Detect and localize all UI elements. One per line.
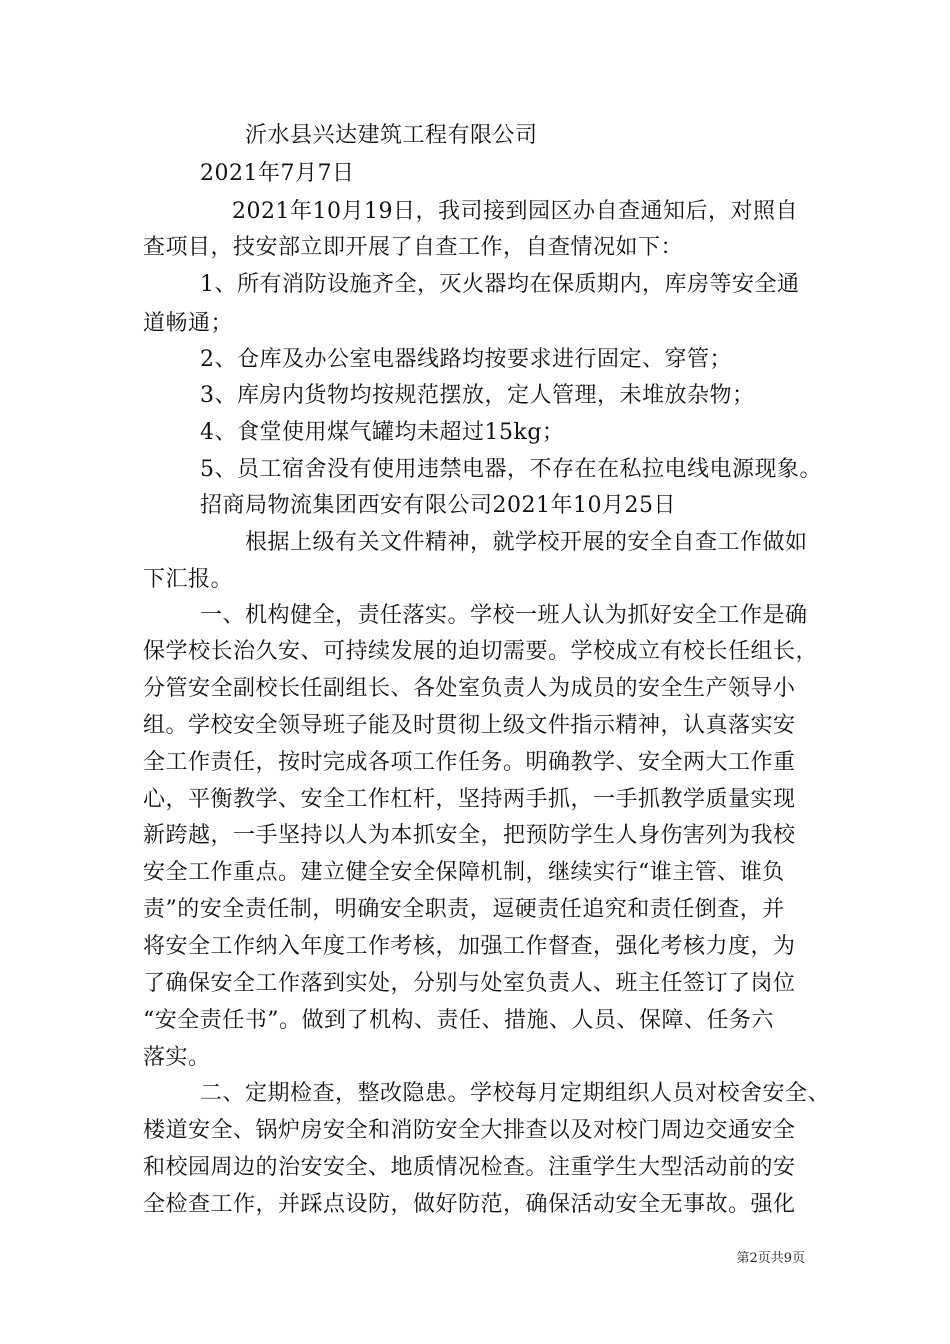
paragraph-line: 保学校长治久安、可持续发展的迫切需要。学校成立有校长任组长，: [143, 639, 819, 664]
list-item-line: 2、仓库及办公室电器线路均按要求进行固定、穿管；: [200, 347, 732, 372]
paragraph-line: 责”的安全责任制，明确安全职责，逗硬责任追究和责任倒查，并: [143, 897, 785, 922]
signature-line: 招商局物流集团西安有限公司2021年10月25日: [200, 493, 676, 518]
paragraph-line: 将安全工作纳入年度工作考核，加强工作督查，强化考核力度，为: [143, 934, 796, 959]
paragraph-line: 和校园周边的治安安全、地质情况检查。注重学生大型活动前的安: [143, 1155, 796, 1180]
paragraph-line: 了确保安全工作落到实处，分别与处室负责人、班主任签订了岗位: [143, 971, 796, 996]
paragraph-line: 楼道安全、锅炉房安全和消防安全大排查以及对校门周边交通安全: [143, 1118, 796, 1143]
paragraph-line: 分管安全副校长任副组长、各处室负责人为成员的安全生产领导小: [143, 676, 796, 701]
page-number: 第2页共9页: [736, 1251, 805, 1266]
paragraph-line: 落实。: [143, 1045, 211, 1070]
paragraph-line: 一、机构健全，责任落实。学校一班人认为抓好安全工作是确: [200, 603, 808, 628]
paragraph-line: “安全责任书”。做到了机构、责任、措施、人员、保障、任务六: [143, 1008, 774, 1033]
list-item-line: 1、所有消防设施齐全，灭火器均在保质期内，库房等安全通: [200, 272, 800, 297]
paragraph-line: 组。学校安全领导班子能及时贯彻上级文件指示精神，认真落实安: [143, 713, 796, 738]
list-item-line: 5、员工宿舍没有使用违禁电器，不存在在私拉电线电源现象。: [200, 457, 822, 482]
list-item-line: 4、食堂使用煤气罐均未超过15kg；: [200, 420, 565, 445]
paragraph-line: 全检查工作，并踩点设防，做好防范，确保活动安全无事故。强化: [143, 1192, 796, 1217]
list-item-line: 3、库房内货物均按规范摆放，定人管理，未堆放杂物；: [200, 383, 755, 408]
paragraph-line: 新跨越，一手坚持以人为本抓安全，把预防学生人身伤害列为我校: [143, 823, 796, 848]
paragraph-line: 安全工作重点。建立健全安全保障机制，继续实行“谁主管、谁负: [143, 860, 785, 885]
paragraph-line: 全工作责任，按时完成各项工作任务。明确教学、安全两大工作重: [143, 750, 796, 775]
paragraph-line: 2021年10月19日，我司接到园区办自查通知后，对照自: [232, 199, 798, 224]
list-item-line: 道畅通；: [143, 311, 234, 336]
paragraph-line: 查项目，技安部立即开展了自查工作，自查情况如下：: [143, 235, 684, 260]
paragraph-line: 根据上级有关文件精神，就学校开展的安全自查工作做如: [245, 530, 808, 555]
paragraph-line: 心，平衡教学、安全工作杠杆，坚持两手抓，一手抓教学质量实现: [143, 787, 796, 812]
paragraph-line: 下汇报。: [143, 567, 234, 592]
paragraph-line: 二、定期检查，整改隐患。学校每月定期组织人员对校舍安全、: [200, 1081, 831, 1106]
company-name-line: 沂水县兴达建筑工程有限公司: [245, 123, 538, 148]
date-line: 2021年7月7日: [200, 161, 355, 186]
